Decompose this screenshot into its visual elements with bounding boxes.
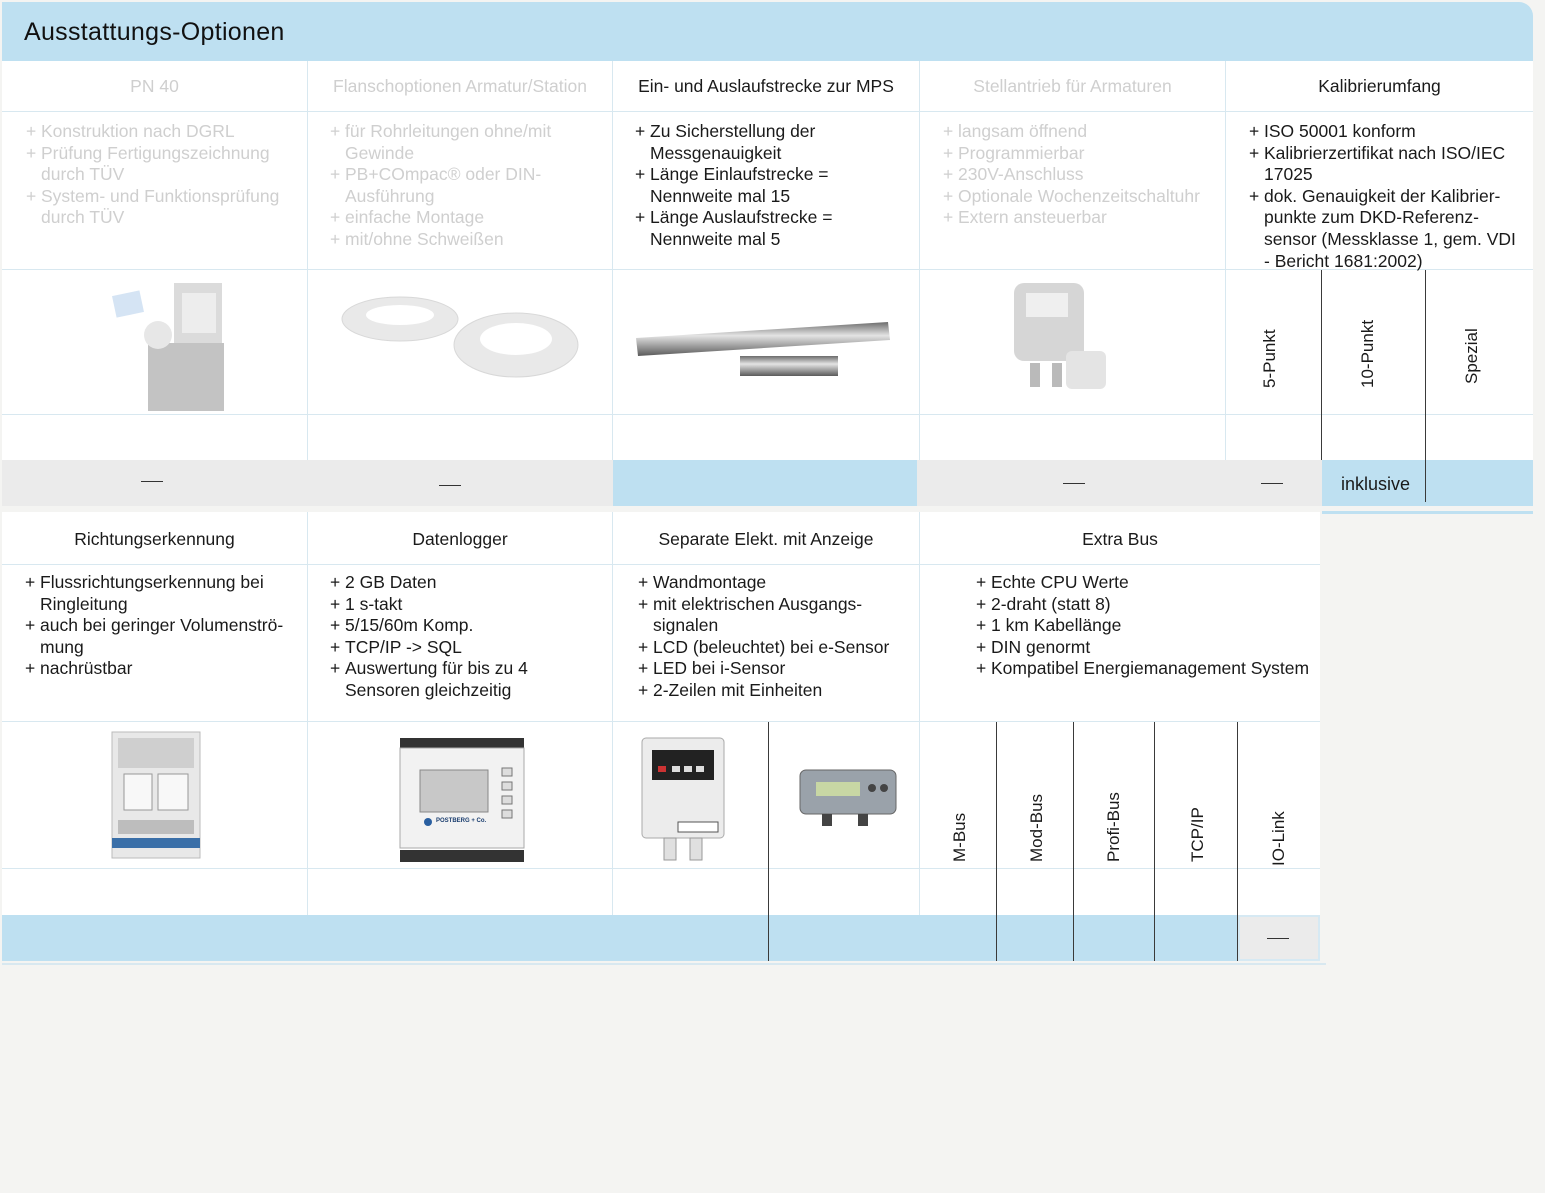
options-panel — [2, 2, 1533, 965]
feature-list-datenlogger — [330, 572, 605, 702]
column-title-richtungserkennung: Richtungserkennung — [74, 529, 235, 549]
column-title-flanschoptionen: Flanschoptionen Armatur/Station — [333, 76, 587, 96]
panel-header — [2, 2, 1533, 61]
feature-list-pn40 — [26, 121, 296, 229]
selection-row-bottom[interactable] — [2, 915, 1238, 961]
sub-option-10-punkt[interactable]: 10-Punkt — [1358, 319, 1377, 388]
feature-item: + Echte CPU Werte — [976, 572, 1316, 594]
feature-item: + Wandmontage — [638, 572, 913, 594]
feature-item: + 1 km Kabellänge — [976, 615, 1316, 637]
feature-item: + Prüfung Fertigungszeichnung durch TÜV — [26, 143, 296, 186]
feature-item: + für Rohrleitungen ohne/mit Gewinde — [330, 121, 600, 164]
feature-item: + 2-draht (statt 8) — [976, 594, 1316, 616]
feature-item: + PB+COmpac® oder DIN-Ausführung — [330, 164, 600, 207]
column-title-ein-auslaufstrecke: Ein- und Auslaufstrecke zur MPS — [638, 76, 894, 96]
not-selected-mark — [1063, 483, 1085, 484]
column-title-extra-bus: Extra Bus — [1082, 529, 1158, 549]
feature-item: + Optionale Wochenzeitschaltuhr — [943, 186, 1213, 208]
column-title-kalibrierumfang: Kalibrierumfang — [1318, 76, 1441, 96]
feature-item: + Auswertung für bis zu 4 Sensoren gleichzeitig — [330, 658, 605, 701]
feature-list-flanschoptionen — [330, 121, 600, 251]
feature-item: + TCP/IP -> SQL — [330, 637, 605, 659]
feature-item: + langsam öffnend — [943, 121, 1213, 143]
sub-option-profi-bus[interactable]: Profi-Bus — [1104, 792, 1123, 862]
column-title-stellantrieb: Stellantrieb für Armaturen — [973, 76, 1172, 96]
column-title-datenlogger: Datenlogger — [412, 529, 508, 549]
sub-option-mod-bus[interactable]: Mod-Bus — [1027, 793, 1046, 862]
not-selected-mark — [439, 485, 461, 486]
feature-item: + LED bei i-Sensor — [638, 658, 913, 680]
sub-option-tcp-ip[interactable]: TCP/IP — [1188, 807, 1207, 862]
column-title-separate-elekt: Separate Elekt. mit Anzeige — [658, 529, 874, 549]
not-selected-mark — [1261, 483, 1283, 484]
feature-item: + mit elektrischen Ausgangs-signalen — [638, 594, 913, 637]
sub-option-io-link[interactable]: IO-Link — [1269, 811, 1288, 866]
sub-option-spezial[interactable]: Spezial — [1462, 328, 1481, 384]
sub-option-5-punkt[interactable]: 5-Punkt — [1260, 329, 1279, 388]
feature-item: + Programmierbar — [943, 143, 1213, 165]
feature-item: + Länge Auslaufstrecke = Nennweite mal 5 — [635, 207, 905, 250]
feature-list-richtungserkennung — [25, 572, 300, 680]
top-options-table — [2, 61, 1533, 460]
feature-item: + Konstruktion nach DGRL — [26, 121, 296, 143]
selection-cell-ein-auslaufstrecke[interactable] — [613, 460, 917, 506]
column-title-pn40: PN 40 — [130, 76, 179, 96]
feature-item: + 2 GB Daten — [330, 572, 605, 594]
feature-item: + 2-Zeilen mit Einheiten — [638, 680, 913, 702]
feature-item: + DIN genormt — [976, 637, 1316, 659]
selection-cell-pn40[interactable] — [2, 460, 613, 506]
feature-list-extra-bus — [976, 572, 1316, 680]
page-title: Ausstattungs-Optionen — [24, 18, 285, 46]
feature-item: + Extern ansteuerbar — [943, 207, 1213, 229]
bottom-options-table — [2, 512, 1320, 915]
not-selected-mark — [141, 481, 163, 482]
feature-list-stellantrieb — [943, 121, 1213, 229]
direction-module-photo — [110, 728, 202, 860]
pipe-sections-photo — [632, 316, 894, 382]
actuator-photo — [1006, 279, 1110, 409]
selection-inklusive: inklusive — [1341, 474, 1411, 494]
feature-item: + Kalibrierzertifikat nach ISO/IEC 17025 — [1249, 143, 1521, 186]
feature-item: + dok. Genauigkeit der Kalibrier-punkte zum DKD-Referenz-sensor (Messklasse 1, gem. VDI - Bericht 1681:2002) — [1249, 186, 1521, 272]
datalogger-brand-label: POSTBERG + Co. — [436, 818, 487, 824]
feature-item: + Kompatibel Energiemanagement System — [976, 658, 1316, 680]
feature-item: + 1 s-takt — [330, 594, 605, 616]
feature-item: + ISO 50001 konform — [1249, 121, 1521, 143]
inline-display-photo — [796, 766, 900, 830]
datalogger-photo — [398, 736, 526, 864]
feature-list-separate-elekt — [638, 572, 913, 702]
feature-list-ein-auslaufstrecke — [635, 121, 905, 251]
wall-display-box-photo — [638, 736, 728, 864]
feature-item: + LCD (beleuchtet) bei e-Sensor — [638, 637, 913, 659]
sub-option-m-bus[interactable]: M-Bus — [950, 812, 969, 862]
feature-item: + Zu Sicherstellung der Messgenauigkeit — [635, 121, 905, 164]
flange-rings-photo — [340, 291, 580, 381]
feature-item: + System- und Funktionsprüfung durch TÜV — [26, 186, 296, 229]
feature-item: + 5/15/60m Komp. — [330, 615, 605, 637]
feature-item: + 230V-Anschluss — [943, 164, 1213, 186]
not-selected-mark — [1267, 938, 1289, 939]
feature-item: + Flussrichtungserkennung bei Ringleitung — [25, 572, 300, 615]
feature-item: + Länge Einlaufstrecke = Nennweite mal 15 — [635, 164, 905, 207]
feature-item: + mit/ohne Schweißen — [330, 229, 600, 251]
feature-list-kalibrierumfang — [1249, 121, 1521, 272]
feature-item: + auch bei geringer Volumenströ-mung — [25, 615, 300, 658]
feature-item: + nachrüstbar — [25, 658, 300, 680]
pn40-station-photo — [112, 283, 232, 411]
feature-item: + einfache Montage — [330, 207, 600, 229]
